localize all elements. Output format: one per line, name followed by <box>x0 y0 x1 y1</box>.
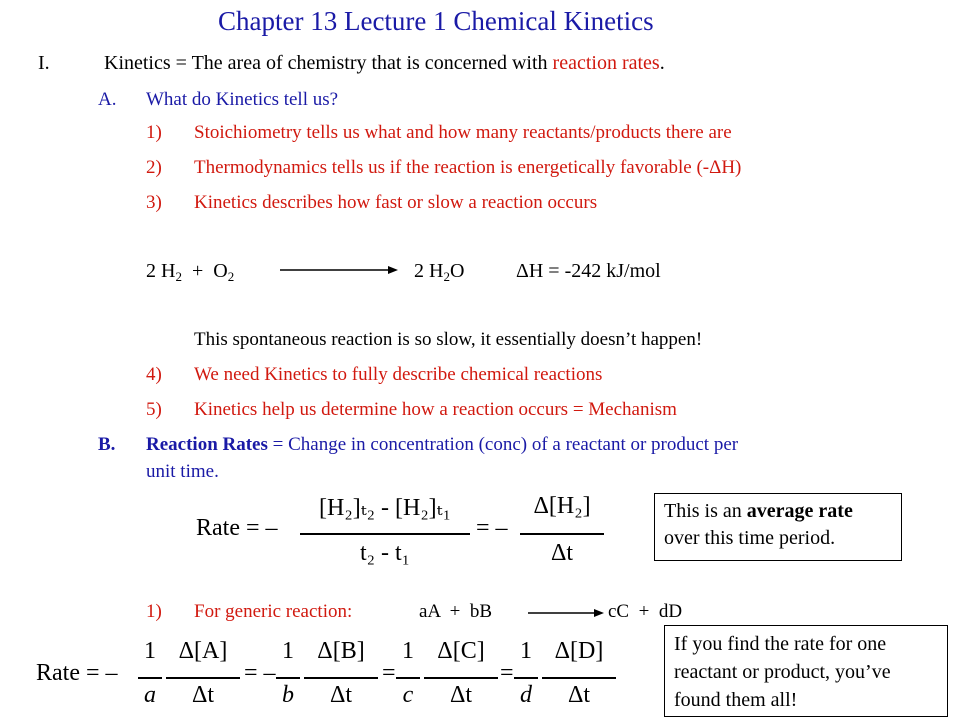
equals-after-a: = – <box>244 660 276 686</box>
delta-numerator-b: Δ[B] <box>317 638 365 664</box>
item-num-1: 1) <box>146 122 162 143</box>
page-title: Chapter 13 Lecture 1 Chemical Kinetics <box>218 6 654 36</box>
rate-eq-fraction-bar <box>300 533 470 535</box>
section-definition <box>104 52 665 75</box>
delta-bar-c <box>424 677 498 679</box>
product-h: 2 H <box>414 260 444 282</box>
delta-denominator-d: Δt <box>567 682 591 708</box>
reactant-h2-sub: 2 <box>175 269 182 284</box>
rate-eq-equals: = – <box>476 515 508 541</box>
part-a-heading: What do Kinetics tell us? <box>146 89 339 110</box>
coef-bar-a <box>138 677 162 679</box>
part-b-marker: B. <box>98 434 116 455</box>
delta-numerator-c: Δ[C] <box>437 638 485 664</box>
item-text-2: Thermodynamics tells us if the reaction is energetically favorable (-ΔH) <box>194 157 742 178</box>
coef-bar-c <box>396 677 420 679</box>
reaction-rates-term: Reaction Rates <box>146 434 268 455</box>
delta-bar-d <box>542 677 616 679</box>
coef-numerator-c: 1 <box>402 638 414 664</box>
item-num-4: 4) <box>146 364 162 385</box>
reactant-h2: 2 H <box>146 260 176 282</box>
generic-reactants: aA + bB <box>419 601 492 622</box>
delta-bar-b <box>304 677 378 679</box>
coef-bar-b <box>276 677 300 679</box>
section-marker: I. <box>38 52 50 74</box>
reactant-o2: O <box>213 260 228 282</box>
rate-eq-lhs: Rate = – <box>196 515 278 541</box>
product-o: O <box>449 260 465 282</box>
definition-text: Kinetics = The area of chemistry that is concerned with <box>104 52 553 74</box>
coef-denominator-a: a <box>144 682 156 708</box>
delta-denominator-c: Δt <box>449 682 473 708</box>
coef-numerator-d: 1 <box>520 638 532 664</box>
part-a-marker: A. <box>98 89 117 110</box>
item-num-5: 5) <box>146 399 162 420</box>
coef-denominator-c: c <box>402 682 414 708</box>
rate-eq-numerator-2: Δ[H₂] <box>533 493 591 519</box>
equals-after-c: = <box>500 660 514 686</box>
item-text-5: Kinetics help us determine how a reaction occurs = Mechanism <box>194 399 677 420</box>
coef-denominator-b: b <box>282 682 294 708</box>
definition-period: . <box>659 52 665 74</box>
delta-bar-a <box>166 677 240 679</box>
equals-after-b: = <box>382 660 396 686</box>
item-text-1: Stoichiometry tells us what and how many reactants/products there are <box>194 122 732 143</box>
delta-denominator-b: Δt <box>329 682 353 708</box>
part-b-heading-line2: unit time. <box>146 461 219 482</box>
generic-products: cC + dD <box>608 601 683 622</box>
delta-numerator-a: Δ[A] <box>178 638 228 664</box>
average-rate-prefix: This is an <box>664 500 747 522</box>
delta-denominator-a: Δt <box>191 682 215 708</box>
product-h-sub: 2 <box>443 269 450 284</box>
definition-highlight: reaction rates <box>552 52 660 74</box>
item-num-2: 2) <box>146 157 162 178</box>
average-rate-line2: over this time period. <box>664 527 836 549</box>
part-b-heading <box>146 434 738 456</box>
general-rate-lhs: Rate = – <box>36 660 118 686</box>
rate-eq-fraction-bar-2 <box>520 533 604 535</box>
coef-bar-d <box>514 677 538 679</box>
reaction-arrow <box>280 264 400 276</box>
item-num-3: 3) <box>146 192 162 213</box>
item-text-4: We need Kinetics to fully describe chemical reactions <box>194 364 603 385</box>
coef-denominator-d: d <box>520 682 532 708</box>
reaction-product <box>414 260 464 285</box>
found-all-callout: If you find the rate for one reactant or product, you’ve found them all! <box>664 625 948 717</box>
delta-numerator-d: Δ[D] <box>554 638 604 664</box>
rate-eq-denominator-2: Δt <box>550 540 574 566</box>
generic-reaction-arrow <box>528 607 604 619</box>
generic-label: For generic reaction: <box>194 601 353 622</box>
reaction-plus: + <box>191 260 204 282</box>
generic-num: 1) <box>146 601 162 622</box>
item-text-3: Kinetics describes how fast or slow a reaction occurs <box>194 192 598 213</box>
average-rate-term: average rate <box>746 500 853 522</box>
average-rate-callout <box>654 493 902 561</box>
rate-eq-denominator: t₂ - t₁ <box>359 540 411 566</box>
coef-numerator-b: 1 <box>282 638 294 664</box>
reaction-reactants <box>146 260 234 285</box>
reactant-o2-sub: 2 <box>227 269 235 284</box>
reaction-enthalpy: ΔH = -242 kJ/mol <box>516 260 661 282</box>
reaction-rates-definition: = Change in concentration (conc) of a reactant or product per <box>267 434 739 455</box>
rate-eq-numerator: [H₂]ₜ₂ - [H₂]ₜ₁ <box>319 495 451 521</box>
spontaneous-note: This spontaneous reaction is so slow, it essentially doesn’t happen! <box>194 329 703 350</box>
coef-numerator-a: 1 <box>144 638 156 664</box>
